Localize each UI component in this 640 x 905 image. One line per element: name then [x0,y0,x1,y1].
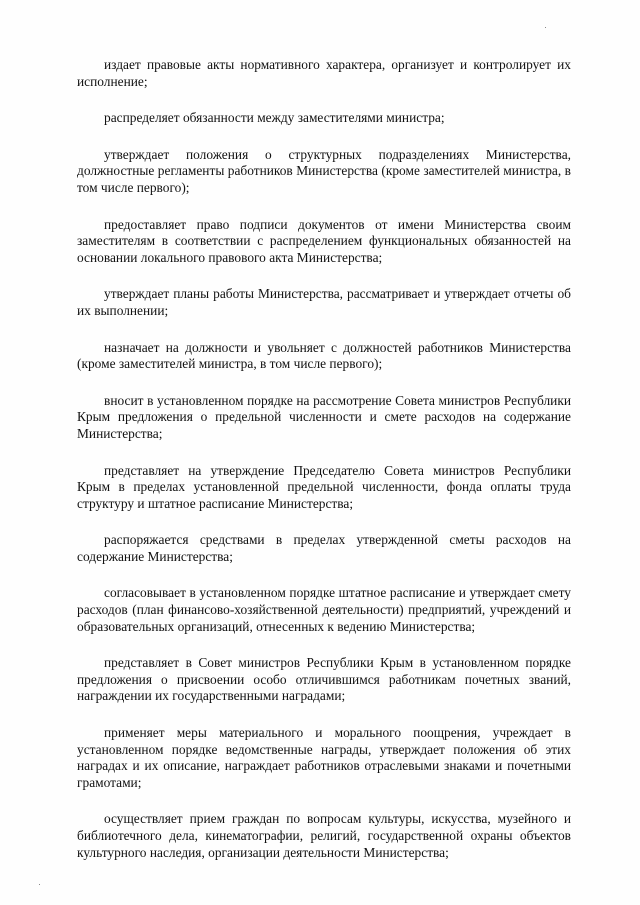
paragraph-duties-distribution: распределяет обязанности между заместителями министра; [104,110,445,126]
scan-speck-bottom-left [39,884,40,885]
document-body [77,57,571,881]
paragraph-signature-right: предоставляет право подписи документов от имени Министерства своим заместителям в соответствии с распределением функциональных обязанностей на основании локального правового акта Министерства; [77,216,571,265]
paragraph-citizen-reception: осуществляет прием граждан по вопросам культуры, искусства, музейного и библиотечного дела, кинематографии, религий, государственной охраны объектов культурного наследия, организации деятельности Министерства; [77,811,571,860]
paragraph-staff-schedule: согласовывает в установленном порядке штатное расписание и утверждает смету расходов (план финансово-хозяйственной деятельности) предприятий, учреждений и образовательных организаций, отнесенных к ведению Министерства; [77,585,571,634]
paragraph-funds-management: распоряжается средствами в пределах утвержденной сметы расходов на содержание Министерства; [77,532,571,564]
paragraph-appointments: назначает на должности и увольняет с должностей работников Министерства (кроме заместителей министра, в том числе первого); [77,339,571,372]
paragraph-honorary-titles: представляет в Совет министров Республики Крым в установленном порядке предложения о присвоении особо отличившимся работникам почетных званий, награждении их государственными наградами; [77,655,571,704]
paragraph-structure-approval: представляет на утверждение Председателю Совета министров Республики Крым в пределах установленной предельной численности, фонда оплаты труда структуру и штатное расписание Министерства; [77,462,571,511]
scan-speck-top-right [545,27,546,28]
paragraph-work-plans: утверждает планы работы Министерства, рассматривает и утверждает отчеты об их выполнении; [77,286,571,318]
paragraph-structural-units: утверждает положения о структурных подразделениях Министерства, должностные регламенты работников Министерства (кроме заместителей министра, в том числе первого); [77,146,571,195]
paragraph-staff-proposals: вносит в установленном порядке на рассмотрение Совета министров Республики Крым предложения о предельной численности и смете расходов на содержание Министерства; [77,392,571,441]
paragraph-legal-acts: издает правовые акты нормативного характера, организует и контролирует их исполнение; [77,57,571,89]
paragraph-incentives: применяет меры материального и морального поощрения, учреждает в установленном порядке ведомственные награды, утверждает положения об этих наградах и их описание, награждает работников отраслевыми знаками и почетными грамотами; [77,725,571,790]
